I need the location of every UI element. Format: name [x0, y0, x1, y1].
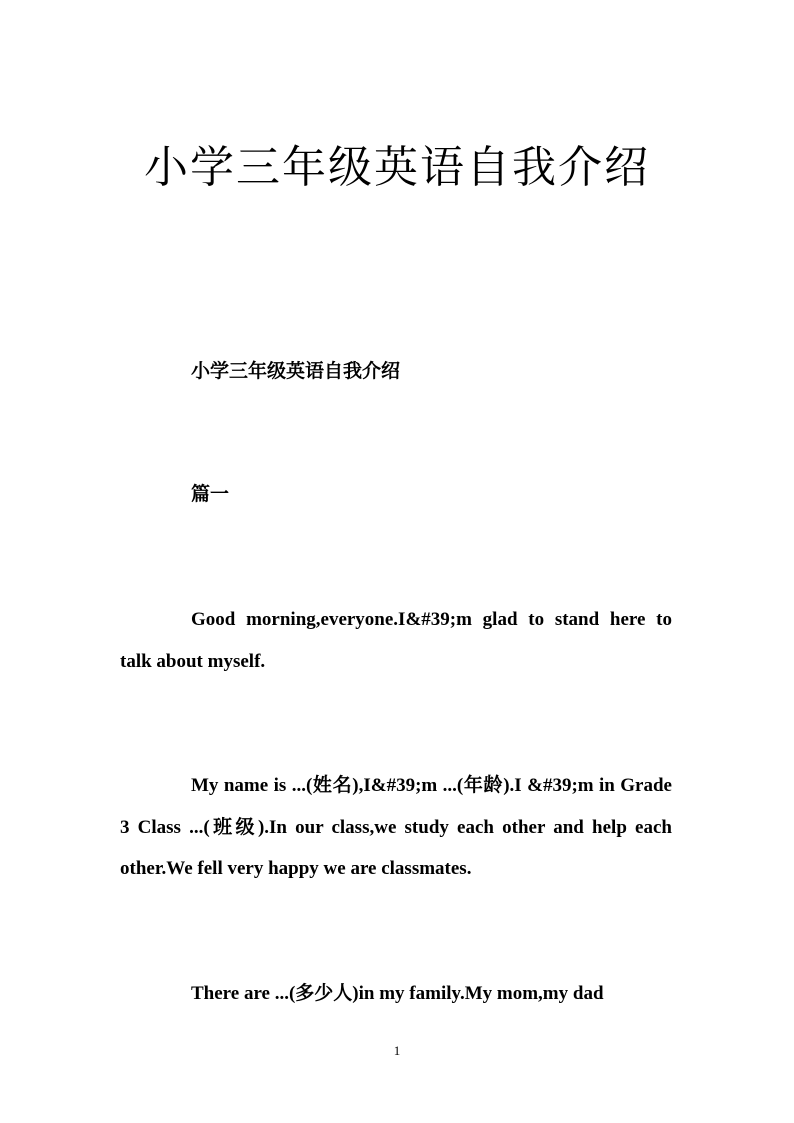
paragraph-greeting: Good morning,everyone.I&#39;m glad to stand here to talk about myself.: [120, 609, 672, 672]
document-title: 小学三年级英语自我介绍: [144, 142, 650, 193]
paragraph-family: There are ...(多少人)in my family.My mom,my dad: [191, 983, 604, 1004]
page-number: 1: [393, 1043, 401, 1058]
document-subtitle: 小学三年级英语自我介绍: [191, 360, 401, 382]
section-label: 篇一: [191, 483, 230, 505]
paragraph-name-class: My name is ...(姓名),I&#39;m ...(年龄).I &#39;m in Grade 3 Class ...(班级).In our class,we study each other and help each other.We fell very happy we are classmates.: [120, 775, 672, 879]
